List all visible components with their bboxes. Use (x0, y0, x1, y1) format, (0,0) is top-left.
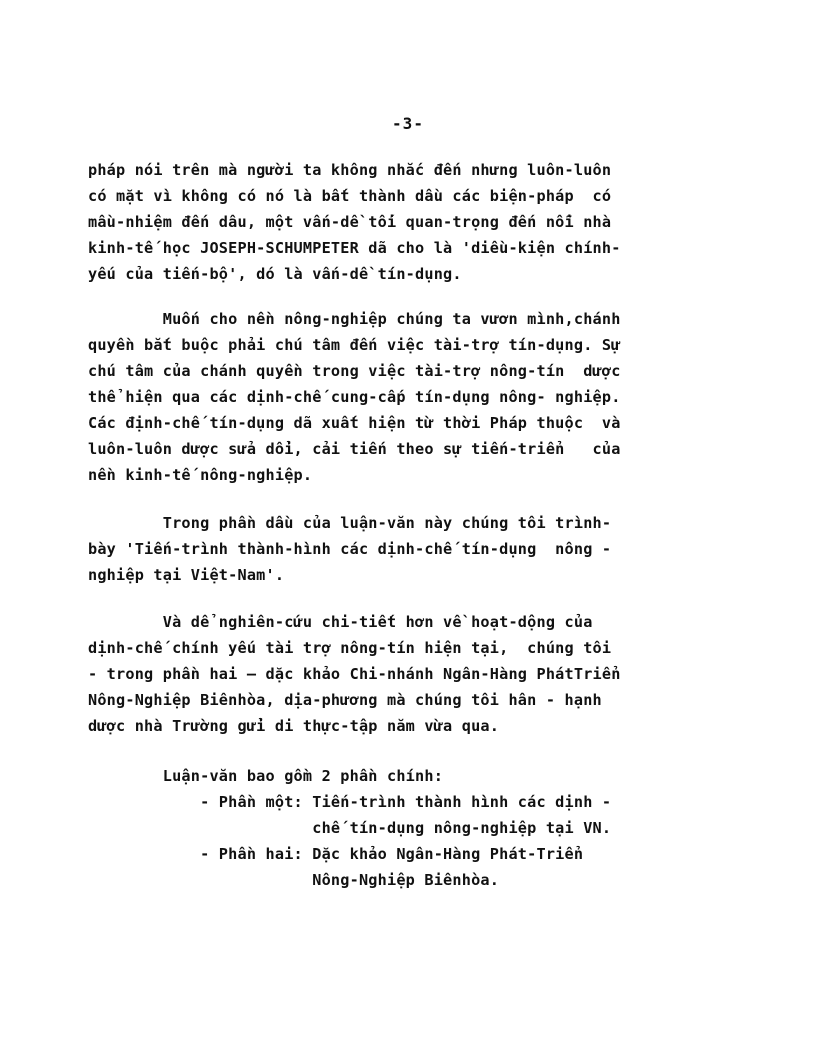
text-line: nghiệp tại Việt-Nam'. (88, 566, 285, 584)
text-line: bày 'Tiến-trình thành-hình các dịnh-chế tín-dụng nông - (88, 540, 612, 558)
text-line: Nông-Nghiệp Biênhòa. (88, 871, 500, 889)
text-line: Muốn cho nền nông-nghiệp chúng ta vươn mình,chánh (88, 310, 621, 328)
text-line: dược nhà Trường gửi di thực-tập năm vừa qua. (88, 717, 500, 735)
text-line: quyền bắt buộc phải chú tâm đến việc tài-trợ tín-dụng. Sự (88, 336, 621, 354)
text-line: có mặt vì không có nó là bất thành dầu các biện-pháp có (88, 187, 612, 205)
text-line: nền kinh-tế nông-nghiệp. (88, 466, 313, 484)
text-line: pháp nói trên mà người ta không nhắc đến nhưng luôn-luôn (88, 161, 612, 179)
text-line: Nông-Nghiệp Biênhòa, dịa-phương mà chúng tôi hân - hạnh (88, 691, 602, 709)
text-line: Trong phần dầu của luận-văn này chúng tôi trình- (88, 514, 612, 532)
text-line: - trong phần hai — dặc khảo Chi-nhánh Ngân-Hàng PhátTriển (88, 665, 621, 683)
text-line: kinh-tế học JOSEPH-SCHUMPETER dã cho là 'diều-kiện chính- (88, 239, 621, 257)
text-line: - Phần hai: Dặc khảo Ngân-Hàng Phát-Triển (88, 845, 584, 863)
text-line: chế tín-dụng nông-nghiệp tại VN. (88, 819, 612, 837)
text-line: Luận-văn bao gồm 2 phần chính: (88, 767, 444, 785)
text-line: yếu của tiến-bộ', dó là vấn-dề tín-dụng. (88, 265, 462, 283)
text-line: luôn-luôn dược sửa dổi, cải tiến theo sự tiến-triển của (88, 440, 621, 458)
text-line: thể hiện qua các dịnh-chế cung-cấp tín-dụng nông- nghiệp. (88, 388, 621, 406)
text-line: Các định-chế tín-dụng dã xuất hiện từ thời Pháp thuộc và (88, 414, 621, 432)
text-line: chú tâm của chánh quyền trong việc tài-trợ nông-tín dược (88, 362, 621, 380)
text-line: - Phần một: Tiến-trình thành hình các dịnh - (88, 793, 612, 811)
page-number: -3- (392, 114, 424, 133)
text-line: Và dể nghiên-cứu chi-tiết hơn về hoạt-dộng của (88, 613, 593, 631)
text-line: mầu-nhiệm đến dâu, một vấn-dề tối quan-trọng đến nỗi nhà (88, 213, 612, 231)
text-line: dịnh-chế chính yếu tài trợ nông-tín hiện tại, chúng tôi (88, 639, 612, 657)
